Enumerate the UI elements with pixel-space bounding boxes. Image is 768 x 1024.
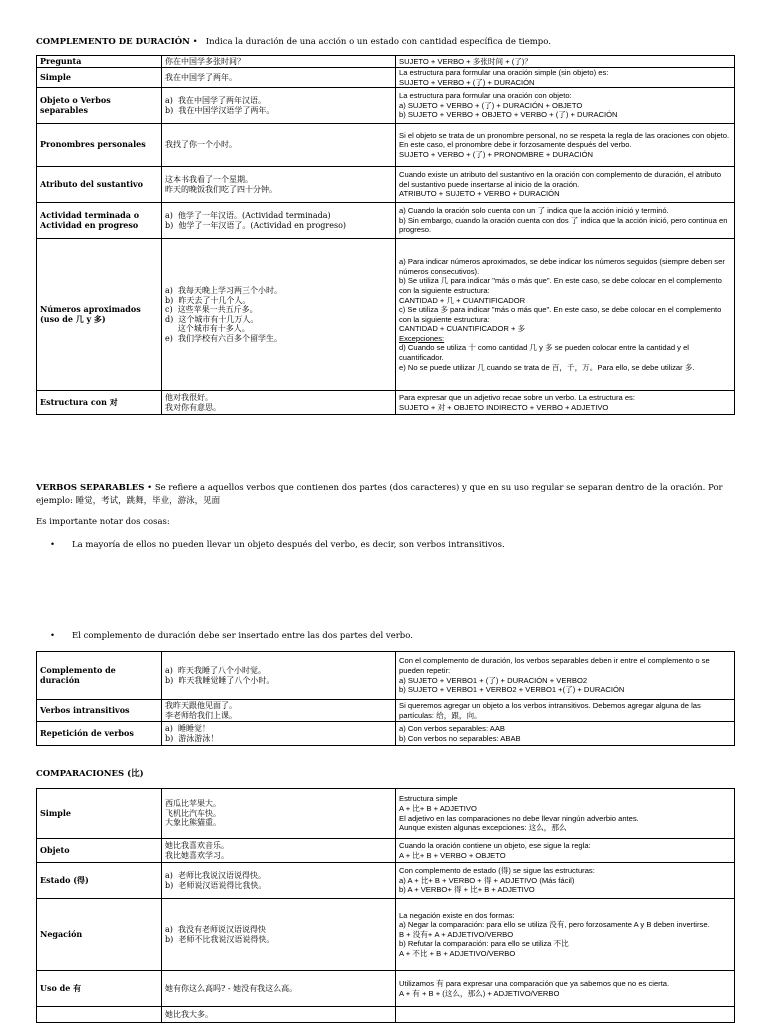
row-label: Estructura con 对	[37, 391, 162, 415]
table3-row	[37, 839, 735, 863]
explanation-line: d) Cuando se utiliza 十 como cantidad 几 y 多 se pueden colocar entre la cantidad y el cuantificador.	[399, 343, 689, 363]
explanation-cell	[396, 971, 735, 1007]
explanation-line: Con complemento de estado (得) se sigue las estructuras:	[399, 866, 595, 876]
example-cell	[162, 722, 396, 746]
section-header-duracion: COMPLEMENTO DE DURACIÓN • Indica la duración de una acción o un estado con cantidad específica de tiempo.	[36, 37, 551, 47]
example-line: 他对我很好。	[165, 393, 213, 403]
explanation-line: b) SUJETO + VERBO1 + VERBO2 + VERBO1 +(了) + DURACIÓN	[399, 685, 625, 695]
explanation-cell	[396, 167, 735, 203]
section-title-verbos-separables: VERBOS SEPARABLES	[36, 483, 145, 493]
example-line: a) 我在中国学了两年汉语。	[165, 96, 266, 106]
example-line: e) 我们学校有六百多个留学生。	[165, 333, 282, 343]
table1-row	[37, 124, 735, 167]
table3-row	[37, 1007, 735, 1023]
example-line: b) 昨天我睡觉睡了八个小时。	[165, 675, 275, 685]
verbos-separables-intro: VERBOS SEPARABLES • Se refiere a aquellos verbos que contienen dos partes (dos caracteres) y que en su uso regular se separan dentro de la oración. Por ejemplo: 睡觉，考试，跳舞，毕业，游泳，见面	[36, 483, 723, 506]
table1-row	[37, 56, 735, 68]
explanation-line: Aunque existen algunas excepciones: 这么，那么	[399, 823, 567, 833]
explanation-line: A + 不比 + B + ADJETIVO/VERBO	[399, 948, 516, 958]
explanation-line: Cuando la oración contiene un objeto, ese sigue la regla:	[399, 840, 591, 850]
example-cell	[162, 167, 396, 203]
verbos-separables-table	[36, 651, 735, 746]
table1-row	[37, 239, 735, 391]
example-line: 她比我大多。	[165, 1009, 213, 1019]
example-line: d) 这个城市有十几万人。	[165, 314, 259, 324]
verbos-bullet-2: • El complemento de duración debe ser insertado entre las dos partes del verbo.	[50, 631, 413, 641]
row-label: Objeto	[37, 839, 162, 863]
explanation-cell	[396, 789, 735, 839]
explanation-line: Utilizamos 有 para expresar una comparación que ya sabemos que no es cierta.	[399, 978, 670, 988]
verbos-intro-examples: ejemplo: 睡觉，考试，跳舞，毕业，游泳，见面	[36, 496, 221, 506]
explanation-line: A + 有 + B + (这么，那么) + ADJETIVO/VERBO	[399, 988, 560, 998]
row-label: Repetición de verbos	[37, 722, 162, 746]
explanation-cell	[396, 391, 735, 415]
example-line: 昨天的晚饭我们吃了四十分钟。	[165, 184, 277, 194]
explanation-line: b) Refutar la comparación: para ello se utiliza 不比	[399, 939, 569, 949]
example-line: b) 我在中国学汉语学了两年。	[165, 105, 275, 115]
row-label: Estado (得)	[37, 863, 162, 899]
explanation-line: a) Cuando la oración solo cuenta con un 了 indica que la acción inició y terminó.	[399, 206, 669, 216]
row-label: Atributo del sustantivo	[37, 167, 162, 203]
explanation-line: Estructura simple	[399, 794, 458, 804]
example-line: 她有你这么高吗? - 她没有我这么高。	[165, 983, 298, 993]
explanation-cell	[396, 700, 735, 722]
example-line: b) 老师说汉语说得比我快。	[165, 880, 267, 890]
explanation-cell	[396, 88, 735, 124]
verbos-intro-text: Se refiere a aquellos verbos que contienen dos partes (dos caracteres) y que en su uso regular se separan dentro de la oración. Por	[154, 483, 723, 493]
explanation-line: La negación existe en dos formas:	[399, 910, 515, 920]
example-line: 我对你有意思。	[165, 402, 221, 412]
example-cell	[162, 863, 396, 899]
explanation-line: SUJETO + 对 + OBJETO INDIRECTO + VERBO + ADJETIVO	[399, 402, 609, 412]
table3-row	[37, 971, 735, 1007]
example-line: a) 睡睡觉！	[165, 723, 210, 733]
example-cell	[162, 68, 396, 88]
explanation-line: Con el complemento de duración, los verbos separables deben ir entre el complemento o se pueden repetir:	[399, 656, 710, 675]
row-label: Pregunta	[37, 56, 162, 68]
verbos-note: Es importante notar dos cosas:	[36, 517, 170, 527]
table3-row	[37, 899, 735, 971]
example-line: a) 他学了一年汉语。(Actividad terminada)	[165, 211, 331, 221]
explanation-line: b) Con verbos no separables: ABAB	[399, 733, 521, 743]
explanation-line: e) No se puede utilizar 几 cuando se trata de 百，千，万。Para ello, se debe utilizar 多.	[399, 362, 695, 372]
row-label: Negación	[37, 899, 162, 971]
example-line: b) 昨天去了十几个人。	[165, 295, 251, 305]
explanation-line: a) Negar la comparación: para ello se utiliza 没有, pero forzosamente A y B deben invertirse.	[399, 920, 710, 930]
row-label: Verbos intransitivos	[37, 700, 162, 722]
explanation-cell	[396, 203, 735, 239]
example-cell	[162, 391, 396, 415]
explanation-line: CANTIDAD + 几 + CUANTIFICADOR	[399, 295, 526, 305]
example-line: 她比我喜欢音乐。	[165, 840, 229, 850]
table3-row	[37, 789, 735, 839]
explanation-line: SUJETO + VERBO + 多张时间 + (了)？	[399, 56, 532, 66]
explanation-cell	[396, 1007, 735, 1023]
example-cell	[162, 652, 396, 700]
explanation-line: c) Se utiliza 多 para indicar "más o más que". En este caso, se debe colocar en el complemento con la siguiente estructura:	[399, 305, 722, 324]
row-label: Actividad terminada o Actividad en progreso	[37, 203, 162, 239]
explanation-line: A + 比+ B + VERBO + OBJETO	[399, 850, 506, 860]
explanation-line: La estructura para formular una oración con objeto:	[399, 91, 572, 101]
example-line: 李老师给我们上课。	[165, 710, 237, 720]
explanation-line: CANTIDAD + CUANTIFICADOR + 多	[399, 324, 526, 334]
table2-row	[37, 652, 735, 700]
comparaciones-table	[36, 788, 735, 1023]
explanation-line: Si el objeto se trata de un pronombre personal, no se respeta la regla de las oraciones con objeto. En este caso, el pronombre debe ir forzosamente después del verbo.	[399, 130, 730, 150]
explanation-line: Excepciones:	[399, 333, 445, 343]
example-line: a) 昨天我睡了八个小时觉。	[165, 665, 266, 675]
example-line: 我找了你一个小时。	[165, 140, 237, 150]
example-line: 我在中国学了两年。	[165, 72, 237, 82]
section-title-duracion: COMPLEMENTO DE DURACIÓN	[36, 37, 190, 47]
example-line: b) 他学了一年汉语了。(Actividad en progreso)	[165, 220, 347, 230]
explanation-line: SUJETO + VERBO + (了) + PRONOMBRE + DURACIÓN	[399, 149, 593, 159]
explanation-line: a) Con verbos separables: AAB	[399, 723, 505, 733]
example-cell	[162, 88, 396, 124]
example-line: b) 游泳游泳！	[165, 733, 219, 743]
explanation-cell	[396, 839, 735, 863]
table1-row	[37, 68, 735, 88]
explanation-line: Si queremos agregar un objeto a los verbos intransitivos. Debemos agregar alguna de las partículas: 给，跟，向。	[399, 700, 701, 720]
table1-row	[37, 88, 735, 124]
table3-row	[37, 863, 735, 899]
explanation-line: La estructura para formular una oración simple (sin objeto) es:	[399, 68, 609, 77]
explanation-line: b) Se utiliza 几 para indicar "más o más que". En este caso, se debe colocar en el complemento con la siguiente estructura:	[399, 276, 722, 295]
example-line: 我比她喜欢学习。	[165, 850, 229, 860]
example-cell	[162, 124, 396, 167]
example-line: 西瓜比苹果大。	[165, 799, 221, 809]
example-line: a) 我每天晚上学习两三个小时。	[165, 285, 282, 295]
example-line: b) 老师不比我说汉语说得快。	[165, 934, 275, 944]
table2-row	[37, 700, 735, 722]
explanation-line: A + 比+ B + ADJETIVO	[399, 803, 477, 813]
example-cell	[162, 1007, 396, 1023]
section-description: Indica la duración de una acción o un estado con cantidad específica de tiempo.	[205, 37, 551, 47]
example-line: c) 这些苹果一共五斤多。	[165, 305, 258, 315]
example-line: 这个城市有十多人。	[165, 324, 250, 334]
example-line: 大象比熊猫重。	[165, 818, 221, 828]
explanation-line: SUJETO + VERBO + (了) + DURACIÓN	[399, 77, 535, 87]
duracion-table	[36, 55, 735, 415]
example-cell	[162, 203, 396, 239]
example-cell	[162, 789, 396, 839]
example-line: 飞机比汽车快。	[165, 808, 221, 818]
explanation-line: a) A + 比+ B + VERBO + 得 + ADJETIVO (Más fácil)	[399, 875, 575, 885]
example-cell	[162, 700, 396, 722]
row-label: Uso de 有	[37, 971, 162, 1007]
explanation-cell	[396, 56, 735, 68]
example-cell	[162, 899, 396, 971]
explanation-cell	[396, 652, 735, 700]
example-line: 你在中国学多张时间？	[165, 56, 245, 66]
example-line: 这本书我看了一个星期。	[165, 175, 253, 185]
explanation-line: a) Para indicar números aproximados, se debe indicar los números seguidos (siempre deben ser números consecutivos).	[399, 257, 725, 276]
explanation-cell	[396, 68, 735, 88]
table1-row	[37, 167, 735, 203]
table1-row	[37, 391, 735, 415]
example-line: a) 老师比我说汉语说得快。	[165, 870, 266, 880]
explanation-cell	[396, 124, 735, 167]
explanation-cell	[396, 239, 735, 391]
explanation-line: ATRIBUTO + SUJETO + VERBO + DURACIÓN	[399, 189, 560, 199]
section-title-comparaciones: COMPARACIONES (比)	[36, 769, 144, 779]
row-label: Pronombres personales	[37, 124, 162, 167]
explanation-cell	[396, 899, 735, 971]
row-label: Objeto o Verbos separables	[37, 88, 162, 124]
example-cell	[162, 839, 396, 863]
row-label: Simple	[37, 68, 162, 88]
explanation-cell	[396, 863, 735, 899]
example-line: a) 我没有老师说汉语说得快	[165, 924, 266, 934]
explanation-line: a) SUJETO + VERBO1 + (了) + DURACIÓN + VERBO2	[399, 675, 588, 685]
example-cell	[162, 239, 396, 391]
verbos-bullet-1: • La mayoría de ellos no pueden llevar un objeto después del verbo, es decir, son verbos intransitivos.	[50, 540, 505, 550]
table1-row	[37, 203, 735, 239]
explanation-line: El adjetivo en las comparaciones no debe llevar ningún adverbio antes.	[399, 813, 639, 823]
explanation-line: Para expresar que un adjetivo recae sobre un verbo. La estructura es:	[399, 393, 635, 403]
row-label: Complemento de duración	[37, 652, 162, 700]
row-label	[37, 1007, 162, 1023]
example-line: 我昨天跟他见面了。	[165, 700, 237, 710]
explanation-line: b) Sin embargo, cuando la oración cuenta con dos 了 indica que la acción inició, pero continua en progreso.	[399, 215, 728, 235]
explanation-cell	[396, 722, 735, 746]
example-cell	[162, 56, 396, 68]
example-cell	[162, 971, 396, 1007]
explanation-line: b) A + VERBO+ 得 + 比+ B + ADJETIVO	[399, 885, 535, 895]
explanation-line: B + 没有+ A + ADJETIVO/VERBO	[399, 929, 514, 939]
explanation-line: a) SUJETO + VERBO + (了) + DURACIÓN + OBJETO	[399, 100, 583, 110]
row-label: Números aproximados (uso de 几 y 多)	[37, 239, 162, 391]
explanation-line: Cuando existe un atributo del sustantivo en la oración con complemento de duración, el atributo del sustantivo puede insertarse al inicio de la oración.	[399, 170, 722, 189]
table2-row	[37, 722, 735, 746]
explanation-line: b) SUJETO + VERBO + OBJETO + VERBO + (了) + DURACIÓN	[399, 110, 618, 120]
row-label: Simple	[37, 789, 162, 839]
